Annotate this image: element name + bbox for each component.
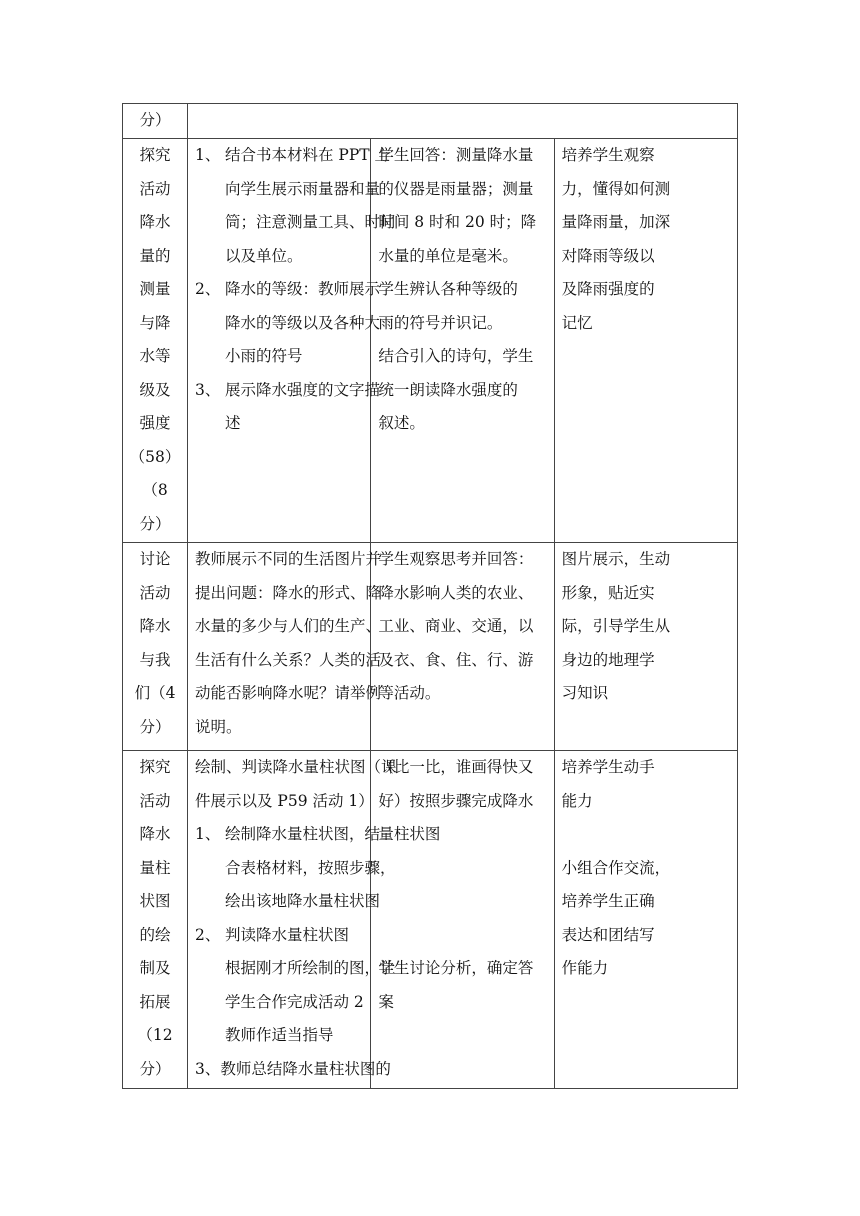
text-line: 及衣、食、住、行、游: [378, 650, 534, 669]
text-line: 说明。: [195, 717, 242, 736]
lesson-plan-table: [122, 103, 738, 1089]
text-line: 向学生展示雨量器和量: [225, 179, 381, 198]
item-number: 1、: [195, 146, 221, 164]
text-line: 生活有什么关系？人类的活: [195, 650, 382, 669]
table-row: [123, 139, 738, 543]
text-line: 讨论: [139, 550, 171, 568]
text-line: 的仪器是雨量器；测量: [378, 179, 534, 198]
text-line: 展示降水强度的文字描: [225, 380, 381, 399]
teacher-activity-cell: [188, 139, 396, 543]
text-line: （比一比，谁画得快又: [378, 758, 534, 776]
text-line: 水量的单位是毫米。: [378, 246, 518, 265]
text-line: 工业、商业、交通，以: [378, 617, 534, 635]
text-line: 动能否影响降水呢？请举例: [195, 684, 382, 702]
text-line: 降水的等级：教师展示: [225, 280, 381, 298]
teacher-activity-cell: [188, 751, 397, 1089]
text-line: 根据刚才所绘制的图，让: [225, 959, 396, 977]
text-line: 件展示以及 P59 活动 1）: [195, 791, 374, 810]
text-line: 拓展: [139, 992, 171, 1011]
text-line: 降水影响人类的农业、: [378, 583, 534, 602]
spacer: [378, 885, 547, 919]
text-line: 以及单位。: [225, 246, 303, 265]
text-line: 与降: [139, 313, 171, 332]
item-number: 3、: [195, 380, 221, 399]
text-line: 分）: [139, 514, 171, 533]
text-line: 教师展示不同的生活图片并: [195, 550, 382, 568]
text-line: 活动: [139, 791, 171, 810]
text-line: 3、教师总结降水量柱状图的: [195, 1059, 391, 1078]
text-line: 量柱状图: [378, 825, 441, 843]
text-line: 绘制降水量柱状图，结: [225, 825, 381, 843]
text-line: 叙述。: [378, 414, 425, 432]
student-activity-cell: [371, 543, 554, 751]
text-line: 降水: [139, 617, 171, 635]
text-line: 表达和团结写: [561, 925, 655, 944]
text-line: 案: [378, 992, 394, 1011]
text-line: 量柱: [139, 858, 171, 877]
text-line: （12: [137, 1026, 173, 1044]
text-line: 身边的地理学: [561, 650, 655, 669]
text-line: 活动: [139, 179, 171, 198]
item-number: 2、: [195, 280, 221, 298]
empty-cell: [188, 104, 738, 139]
text-line: 量降雨量，加深: [561, 213, 671, 231]
text-line: 强度: [139, 414, 171, 432]
text-line: 培养学生正确: [561, 892, 655, 910]
text-line: 培养学生观察: [561, 146, 655, 164]
text-line: 学生回答：测量降水量: [378, 146, 534, 164]
text-line: 际，引导学生从: [561, 617, 671, 635]
text-line: 形象，贴近实: [561, 583, 655, 602]
text-line: 等活动。: [378, 684, 441, 702]
text-line: 的绘: [139, 925, 171, 944]
spacer: [378, 919, 547, 953]
spacer: [378, 852, 547, 886]
stage-label-cell: [123, 751, 188, 1089]
text-line: （8: [142, 481, 168, 499]
table-row: [123, 543, 738, 751]
text-line: 培养学生动手: [561, 758, 655, 776]
text-line: 提出问题：降水的形式、降: [195, 583, 382, 602]
text-line: 绘制、判读降水量柱状图（课: [195, 758, 397, 776]
text-line: 时间 8 时和 20 时；降: [378, 213, 537, 231]
text-line: 状图: [139, 892, 171, 910]
stage-label-cell: [123, 104, 188, 139]
text-line: 结合书本材料在 PPT 上: [225, 146, 391, 164]
text-line: 活动: [139, 583, 171, 602]
text-line: 学生辨认各种等级的: [378, 280, 518, 298]
design-intent-cell: [554, 543, 737, 751]
text-line: 降水的等级以及各种大: [225, 313, 381, 332]
text-line: 分）: [139, 717, 171, 736]
text-line: 记忆: [561, 313, 593, 332]
text-line: 判读降水量柱状图: [225, 925, 350, 944]
text-line: 绘出该地降水量柱状图: [225, 892, 381, 910]
numbered-item: [195, 139, 391, 173]
text-line: 们（4: [134, 684, 176, 702]
text-line: 合表格材料，按照步骤，: [225, 858, 396, 877]
text-line: 分）: [139, 1059, 171, 1078]
numbered-item: [195, 374, 381, 408]
text-line: 好）按照步骤完成降水: [378, 791, 534, 810]
text-line: 探究: [139, 758, 171, 776]
text-line: 级及: [139, 380, 171, 399]
text-line: 及降雨强度的: [561, 280, 655, 298]
text-line: 习知识: [561, 684, 609, 702]
item-number: 1、: [195, 825, 221, 843]
numbered-item: [195, 818, 381, 852]
numbered-item: [195, 273, 381, 307]
table-row: [123, 751, 738, 1089]
text-line: 图片展示，生动: [561, 550, 671, 568]
stage-label-cell: [123, 139, 188, 543]
text-line: 水等: [139, 347, 171, 365]
text-line: 水量的多少与人们的生产、: [195, 617, 382, 635]
text-line: 能力: [561, 791, 593, 810]
spacer: [562, 818, 731, 852]
student-activity-cell: [371, 139, 554, 543]
text-line: 雨的符号并识记。: [378, 313, 503, 332]
text-line: 分）: [139, 111, 171, 129]
text-line: 降水: [139, 825, 171, 843]
text-line: 对降雨等级以: [561, 246, 655, 265]
text-line: 结合引入的诗句，学生: [378, 347, 534, 365]
text-line: 小组合作交流，: [561, 858, 671, 877]
design-intent-cell: [554, 139, 737, 543]
text-line: 探究: [139, 146, 171, 164]
text-line: 作能力: [561, 959, 609, 977]
text-line: 学生合作完成活动 2: [225, 992, 364, 1011]
stage-label-cell: [123, 543, 188, 751]
text-line: 教师作适当指导: [225, 1026, 334, 1044]
numbered-item: [195, 919, 364, 953]
text-line: 学生观察思考并回答：: [378, 550, 534, 568]
text-line: 述: [225, 414, 241, 432]
text-line: 力，懂得如何测: [561, 179, 671, 198]
text-line: （58）: [129, 447, 181, 466]
text-line: 测量: [139, 280, 171, 298]
table-row: [123, 104, 738, 139]
design-intent-cell: [554, 751, 737, 1089]
item-number: 2、: [195, 925, 221, 944]
student-activity-cell: [371, 751, 554, 1089]
text-line: 降水: [139, 213, 171, 231]
text-line: 统一朗读降水强度的: [378, 380, 518, 399]
text-line: 制及: [139, 959, 171, 977]
text-line: 小雨的符号: [225, 347, 303, 365]
text-line: 量的: [139, 246, 171, 265]
teacher-activity-cell: [188, 543, 382, 751]
text-line: 筒；注意测量工具、时间: [225, 213, 396, 231]
text-line: 学生讨论分析，确定答: [378, 959, 534, 977]
text-line: 与我: [139, 650, 171, 669]
